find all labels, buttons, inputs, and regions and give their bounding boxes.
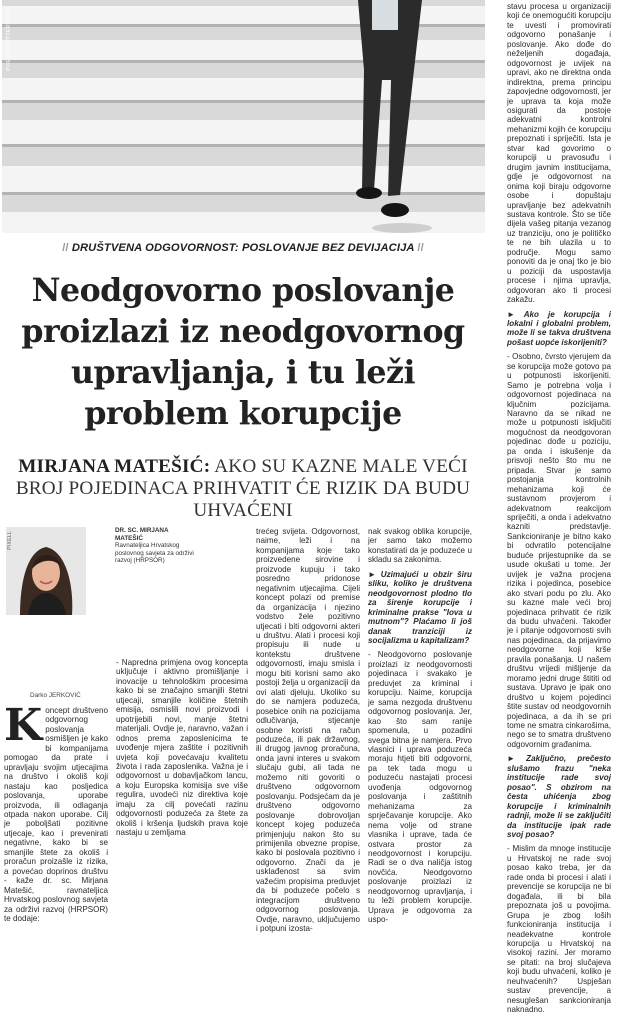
hero-photo bbox=[2, 0, 485, 233]
question-2: ► Ako je korupcija i lokalni i globalni problem, može li se takva društvena pošast uopće iskorijeniti? bbox=[507, 309, 611, 347]
answer-1: - Neodgovorno poslovanje proizlazi iz neodgovornosti pojedinaca i svakako je preduvjet za kriminal i korupciju. Naime, korupcija je sama nezgoda društvenu odgovornog poslovanja. Jer, kao što sam ranije spomenula, u pozadini svega bitna je namjera. Prvo vlasnici i uprava poduzeća moraju htjeti biti odgovorni, pa tek tada mogu u poduzeću nastajati procesi uvođenja odgovornog poslovanja i zaštitnih mehanizama za sprječavanje korupcije. Ako nema volje od strane vlasnika i uprave, tada će ostvara prostor za neodgovornost i korupciju. Radi se o dva naličja istog novčića. Neodgovorno poslovanje proizlazi iz neodgovornog upravljanja, i tu leži problem korupcije. Uprava je odgovorna za uspo- bbox=[368, 650, 472, 925]
column-5 bbox=[507, 2, 611, 1015]
question-1: ► Uzimajući u obzir širu sliku, koliko je društvena neodgovornost plodno tlo za širenje korupcije i kriminalne prakse "Iova u mutnom"? Plaćamo li još danak tranziciji iz socijalizma u kapitalizam? bbox=[368, 569, 472, 645]
drop-cap: K bbox=[4, 700, 43, 751]
deck-quote: AKO SU KAZNE MALE VEĆI BROJ POJEDINACA PRIHVATIT ĆE RIZIK DA BUDU UHVAĆENI bbox=[15, 456, 471, 521]
portrait-image bbox=[6, 527, 86, 615]
article-headline: Neodgovorno poslovanje proizlazi iz neodgovornog upravljanja, i tu leži problem korupcije bbox=[21, 272, 465, 432]
column-4-intro: nak svakog oblika korupcije, jer samo tako možemo konstatirati da je poduzeće u skladu sa zakonima. bbox=[368, 527, 472, 565]
column-3: trećeg svijeta. Odgovornost, naime, leži i na kompanijama koje tako proizvedene sirovine i proizvode kupuju i tako posredno pridonose negativnim utjecajima. Cijeli koncept polazi od premise da organizacija i njezino vodstvo žele pozitivno utjecati i biti odgovorni akteri u društvu. Alati i procesi koji propisuju ili nude u kontekstu društvene odgovornosti, imaju smisla i mogu biti korisni samo ako postoji želja u organizaciji da ovi alati djeluju. Ukoliko su do se namjera poduzeća, posebice onih na pozicijama odlučivanja, stjecanje osobne koristi na račun poduzeća, ili pak državnog, ili drugog javnog proračuna, onda javni interes u svakom slučaju gubi, ali tada ne možemo niti govoriti o društveno odgovornom poslovanju. Podsjećam da je društveno odgovorno poslovanje dobrovoljan koncept kojeg poduzeća primjenjuju nakon što su primijenila obvezne propise, kako bi poslovala pozitivno i odgovorno. Znači da je usklađenost sa svim važećim propisima preduvjet da bi poduzeće počelo s integracijom društveno odgovornog poslovanja. Ovdje, naravno, uključujemo i potpuni izosta- bbox=[256, 527, 360, 934]
column-1 bbox=[4, 700, 108, 923]
author-caption bbox=[115, 527, 195, 565]
author-photo-credit: PIXELL bbox=[7, 531, 13, 550]
column-2: - Napredna primjena ovog koncepta uključuje i aktivno promišljanje i inovacije u tehnološkim procesima kako bi se značajno smanjili štetni utjecaji, smanjile količine štetnih emisija, osmislili novi proizvodi i upotrijebili novi, manje štetni materijali. Ovdje je, naravno, važan i odnos prema zaposlenicima te uvođenje mjera zaštite i pozitivnih uvjeta koji povećavaju kvalitetu života i rada zaposlenika. Važna je i odgovornost u dobavljačkom lancu, a koju Europska komisija sve više regulira, uvodeći niz direktiva koje imaju za cilj povećati razinu odgovornosti poduzeća za štete za okoliš i kršenja ljudskih prava koje nastaju u zemljama bbox=[116, 658, 248, 838]
deck-name: MIRJANA MATEŠIĆ: bbox=[18, 456, 211, 477]
byline: Darko JERKOVIĆ bbox=[30, 692, 81, 699]
author-role: Ravnateljica Hrvatskog poslovnog savjeta za održivi razvoj (HRPSOR) bbox=[115, 542, 194, 565]
intro-text: oncept društveno odgovornog poslovanja osmišljen je kako bi kompanijama pomogao da prate i upravljaju svojim utjecajima na društvo i okoliš koji nastaju kao posljedica poslovanja, uporabe proizvoda, ili odlaganja otpada nakon uporabe. Cilj je pobolјšati pozitivne utjecaje, kao i prevenirati negativne, kako bi se smanjile štete za okoliš i proračun proizašle iz rizika, a povećao doprinos društvu - kaže dr. sc. Mirjana Matešić, ravnateljica Hrvatskog poslovnog savjeta za održivi razvoj (HRPSOR) te dodaje: bbox=[4, 706, 108, 923]
crosswalk-image bbox=[2, 0, 485, 233]
column-4 bbox=[368, 527, 472, 925]
author-photo bbox=[6, 527, 86, 615]
section-kicker bbox=[0, 242, 486, 254]
kicker-section: DRUŠTVENA ODGOVORNOST: POSLOVANJE BEZ DEVIJACIJA bbox=[71, 242, 415, 254]
kicker-left-mark: // bbox=[62, 242, 69, 254]
photo-credit: PIXELL/SHUTTERSTOCK bbox=[6, 6, 12, 71]
kicker-right-mark: // bbox=[417, 242, 424, 254]
author-name: DR. SC. MIRJANA MATEŠIĆ bbox=[115, 527, 169, 542]
answer-2: - Osobno, čvrsto vjerujem da se korupcija može gotovo pa u potpunosti iskorijeniti. Samo je potrebna volja i odgovornost pojedinaca na ključnim pozicijama. Naravno da se nikad ne može u potpunosti isključiti mogućnost da neodgovoran pojedinac dođe u poziciju, pa onda i iskušenje da prisvoji nešto što mu ne pripada. Stvar je samo postojanja kontrolnih mehanizama koji će sustavnom provjerom i adekvatnom reakcijom spriječiti, a onda i adekvatno kazniti predstavlje. Sankcioniranje je bitno kako bi odvratilo potencijalne buduće prijestupnike da se usude okušati u tome. Jer uvijek je važna procjena rizika i pojedinca, posebice ako stvari podu po zlu. Ako su kazne male veći broj pojedinaca prihvatit će rizik da budu uhvaćeni. Također je i pitanje odgovornosti svih nas pojedinaca, da prijavimo neodgovorne koji krše pravila ponašanja. U našem društvu vrijedi mišljenje da moramo jedni druge štititi od sustava. Upravo je ipak ono društvo u kojem pojedinci štite sustav od neodgovornih pojedinaca, a da ih se pri tome ne smatra cinkarošima, nego se to smatra društveno odgovornim građanima. bbox=[507, 352, 611, 749]
question-3: ► Zaključno, prečesto slušamo frazu "neka institucije rade svoj posao". S obzirom na česta uhićenja zbog korupcije i kriminalnih radnji, može li se zaključiti da institucije ipak rade svoj posao? bbox=[507, 754, 611, 839]
answer-3: - Mislim da mnoge institucije u Hrvatskoj ne rade svoj posao kako treba, jer da rade onda bi procesi i alati i prevencije se korupcija ne bi događala, ili bi bila prepoznata još u povojima. Grupa je zbog loših funkcioniranja institucija i neadekvatne kontrole korupcija u Hrvatskoj na visokoj razini. Jer moramo se pitati: na broj slučajeva koji budu uhvaćeni, koliko je neuhvaćenih? Uspješan sustav prevencije, a nesuglešan sankcioniranja naknadno. bbox=[507, 844, 611, 1015]
article-deck bbox=[4, 456, 482, 522]
column-5-top: stavu procesa u organizaciji koji će onemogućiti korupciju te uvesti i promovirati odgovorno ponašanje i poslovanje. Ako dođe do neželjenih događaja, odgovornost je uvijek na upravi, ako ne direktna onda indirektna, prema principu zapovjedne odgovornosti, jer je uprava ta koja može osigurati da postoje adekvatni kontrolni mehanizmi kojih će korupciju prepoznati i spriječiti. Ista je stvar kad govorimo o korupciji u pravosuđu i drugim javnim institucijama, gdje je odgovornost na onima koji biraju odgovorne osobe i dopuštaju upravljanje bez adekvatnih sustava kontrole. Što se tiče dijela vašeg pitanja vezanog uz tranziciju, ono je političko te ne bih ulazila u to područje. Mogu samo ponoviti da je onaj tko je bio u poziciji da uspostavlja procese i njima upravlja, odgovoran ako ti procesi zakažu. bbox=[507, 2, 611, 305]
